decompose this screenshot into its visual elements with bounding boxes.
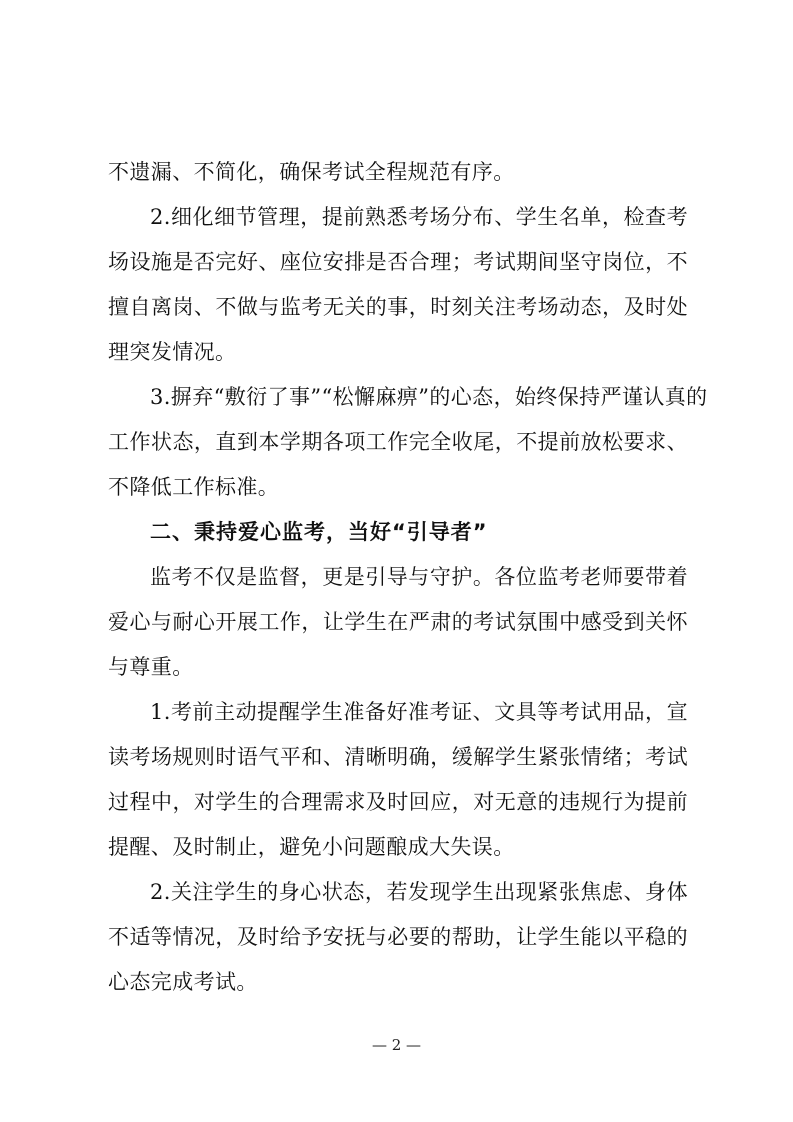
text-line: 2.关注学生的身心状态，若发现学生出现紧张焦虑、身体 <box>150 880 688 904</box>
text-line: 监考不仅是监督，更是引导与守护。各位监考老师要带着 <box>150 565 688 589</box>
text-line: 读考场规则时语气平和、清晰明确，缓解学生紧张情绪；考试 <box>108 745 688 769</box>
section-heading: 二、秉持爱心监考，当好“引导者” <box>150 520 488 544</box>
text-line: 不遗漏、不简化，确保考试全程规范有序。 <box>108 160 515 184</box>
text-line: 不适等情况，及时给予安抚与必要的帮助，让学生能以平稳的 <box>108 925 688 949</box>
text-line: 擅自离岗、不做与监考无关的事，时刻关注考场动态，及时处 <box>108 295 688 319</box>
text-line: 2.细化细节管理，提前熟悉考场分布、学生名单，检查考 <box>150 205 688 229</box>
text-line: 3.摒弃“敷衍了事”“松懈麻痹”的心态，始终保持严谨认真的 <box>150 385 708 409</box>
text-line: 爱心与耐心开展工作，让学生在严肃的考试氛围中感受到关怀 <box>108 610 688 634</box>
text-line: 工作状态，直到本学期各项工作完全收尾，不提前放松要求、 <box>108 430 688 454</box>
text-line: 1.考前主动提醒学生准备好准考证、文具等考试用品，宣 <box>150 700 688 724</box>
text-line: 与尊重。 <box>108 655 194 679</box>
text-line: 理突发情况。 <box>108 340 237 364</box>
text-line: 不降低工作标准。 <box>108 475 280 499</box>
text-line: 过程中，对学生的合理需求及时回应，对无意的违规行为提前 <box>108 790 688 814</box>
text-line: 提醒、及时制止，避免小问题酿成大失误。 <box>108 835 515 859</box>
page-number: — 2 — <box>371 1036 422 1054</box>
text-line: 心态完成考试。 <box>108 970 258 994</box>
text-line: 场设施是否完好、座位安排是否合理；考试期间坚守岗位，不 <box>108 250 688 274</box>
